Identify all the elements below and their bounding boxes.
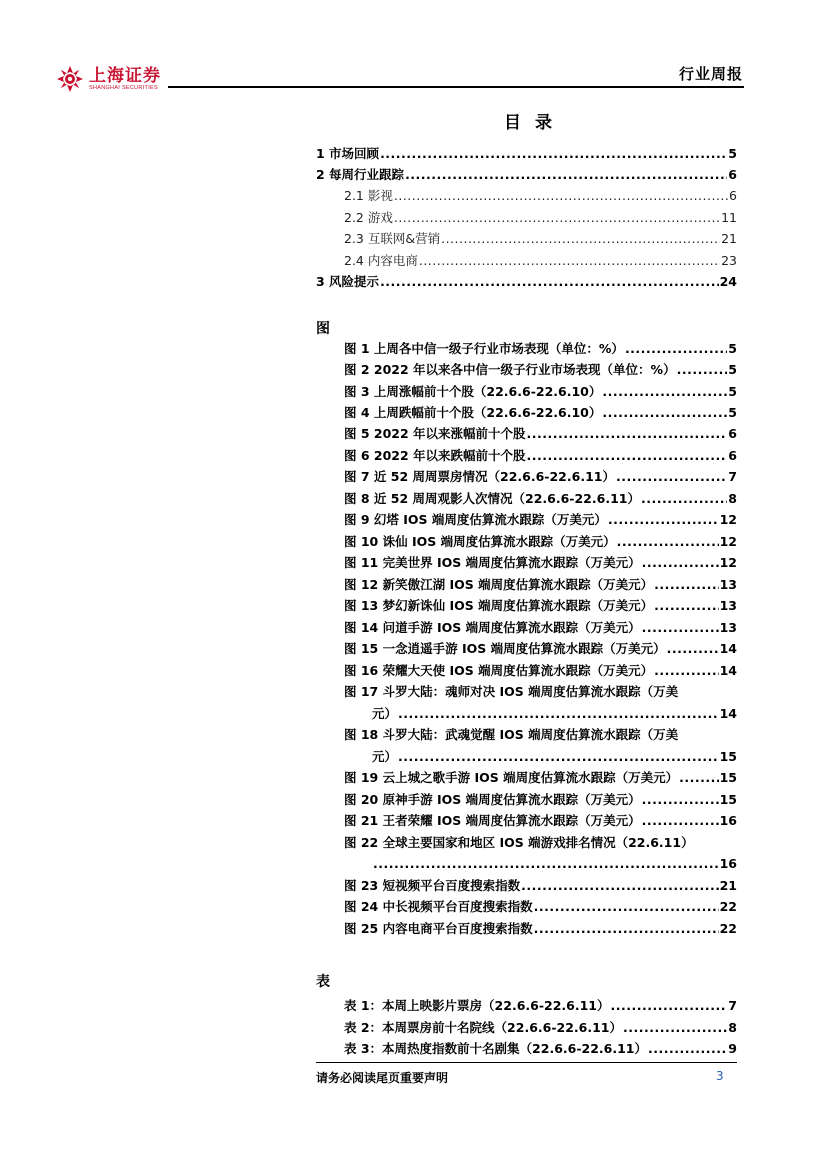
figure-entry[interactable]: 图 15 一念逍遥手游 IOS 端周度估算流水跟踪（万美元） ..... 14	[344, 641, 737, 657]
figure-entry[interactable]: 图 20 原神手游 IOS 端周度估算流水跟踪（万美元） ..... 15	[344, 792, 737, 808]
table-entry[interactable]: 表 3：本周热度指数前十名剧集（22.6.6-22.6.11） ..... 9	[344, 1041, 737, 1057]
toc-title	[0, 108, 827, 133]
logo-english-name: SHANGHAI SECURITIES	[89, 84, 158, 91]
report-type-title: 行业周报	[678, 65, 743, 83]
table-entry[interactable]: 表 2：本周票房前十名院线（22.6.6-22.6.11） ..... 8	[344, 1020, 737, 1036]
figure-entry[interactable]: 图 7 近 52 周周票房情况（22.6.6-22.6.11） ..... 7	[344, 469, 737, 485]
figure-entry-continuation[interactable]: 元） ..... 15	[372, 749, 737, 765]
figure-entry[interactable]: 图 16 荣耀大天使 IOS 端周度估算流水跟踪（万美元） ..... 14	[344, 663, 737, 679]
figure-entry[interactable]: 图 13 梦幻新诛仙 IOS 端周度估算流水跟踪（万美元） ..... 13	[344, 598, 737, 614]
figure-entry[interactable]: 图 4 上周跌幅前十个股（22.6.6-22.6.10） ..... 5	[344, 405, 737, 421]
figure-entry[interactable]: 图 2 2022 年以来各中信一级子行业市场表现（单位：%） ..... 5	[344, 362, 737, 378]
footer-disclaimer: 请务必阅读尾页重要声明	[316, 1071, 449, 1085]
table-entry[interactable]: 表 1：本周上映影片票房（22.6.6-22.6.11） ..... 7	[344, 998, 737, 1014]
toc-entry[interactable]: 2.3 互联网&营销 ..... 21	[344, 231, 737, 247]
figure-entry[interactable]: 图 19 云上城之歌手游 IOS 端周度估算流水跟踪（万美元） ..... 15	[344, 770, 737, 786]
company-logo	[55, 62, 161, 96]
toc-entry[interactable]: 2.2 游戏 ..... 11	[344, 210, 737, 226]
figure-entry[interactable]: 图 8 近 52 周周观影人次情况（22.6.6-22.6.11） ..... 8	[344, 491, 737, 507]
header-divider	[168, 86, 744, 88]
toc-entry[interactable]: 2.1 影视 ..... 6	[344, 188, 737, 204]
figure-entry[interactable]: 图 21 王者荣耀 IOS 端周度估算流水跟踪（万美元） ..... 16	[344, 813, 737, 829]
figure-entry[interactable]: 图 11 完美世界 IOS 端周度估算流水跟踪（万美元） ..... 12	[344, 555, 737, 571]
figure-entry[interactable]: 图 25 内容电商平台百度搜索指数 ..... 22	[344, 921, 737, 937]
figure-entry[interactable]: 图 24 中长视频平台百度搜索指数 ..... 22	[344, 899, 737, 915]
figure-entry-wrapped[interactable]: 图 18 斗罗大陆：武魂觉醒 IOS 端周度估算流水跟踪（万美	[344, 727, 679, 742]
figure-entry[interactable]: 图 12 新笑傲江湖 IOS 端周度估算流水跟踪（万美元） ..... 13	[344, 577, 737, 593]
figure-entry[interactable]: 图 10 诛仙 IOS 端周度估算流水跟踪（万美元） ..... 12	[344, 534, 737, 550]
figure-entry[interactable]: 图 14 问道手游 IOS 端周度估算流水跟踪（万美元） ..... 13	[344, 620, 737, 636]
figure-entry[interactable]: 图 3 上周涨幅前十个股（22.6.6-22.6.10） ..... 5	[344, 384, 737, 400]
figure-entry-wrapped[interactable]: 图 17 斗罗大陆：魂师对决 IOS 端周度估算流水跟踪（万美	[344, 684, 679, 699]
figure-entry-continuation[interactable]: ..... 16	[372, 856, 737, 872]
logo-chinese-name: 上海证券	[89, 65, 161, 86]
shanghai-securities-logo-icon	[55, 64, 85, 94]
toc-entry[interactable]: 1 市场回顾 ..... 5	[316, 146, 737, 162]
figure-entry[interactable]: 图 23 短视频平台百度搜索指数 ..... 21	[344, 878, 737, 894]
toc-title-char-1: 目	[504, 113, 535, 133]
footer-divider	[316, 1062, 737, 1063]
figure-entry[interactable]: 图 5 2022 年以来涨幅前十个股 ..... 6	[344, 426, 737, 442]
figure-entry[interactable]: 图 9 幻塔 IOS 端周度估算流水跟踪（万美元） ..... 12	[344, 512, 737, 528]
figure-entry[interactable]: 图 6 2022 年以来跌幅前十个股 ..... 6	[344, 448, 737, 464]
figure-entry-continuation[interactable]: 元） ..... 14	[372, 706, 737, 722]
page-header	[0, 0, 827, 95]
figure-entry[interactable]: 图 1 上周各中信一级子行业市场表现（单位：%） ..... 5	[344, 341, 737, 357]
toc-title-char-2: 录	[535, 113, 566, 133]
figures-heading: 图	[316, 321, 330, 337]
page-number: 3	[716, 1069, 724, 1083]
tables-heading: 表	[316, 974, 330, 990]
toc-entry[interactable]: 2 每周行业跟踪 ..... 6	[316, 167, 737, 183]
figure-entry-wrapped[interactable]: 图 22 全球主要国家和地区 IOS 端游戏排名情况（22.6.11）	[344, 835, 694, 850]
toc-entry[interactable]: 3 风险提示 ..... 24	[316, 274, 737, 290]
toc-entry[interactable]: 2.4 内容电商 ..... 23	[344, 253, 737, 269]
